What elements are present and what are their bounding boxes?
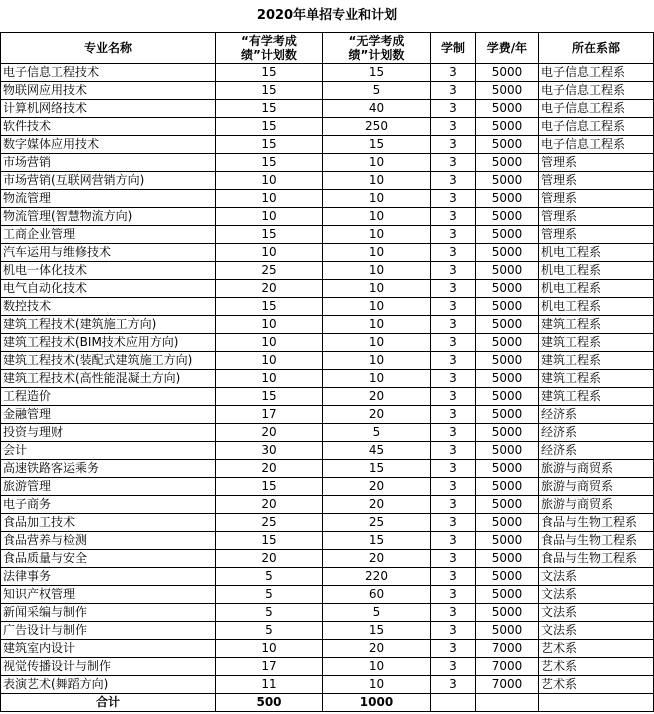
plan-with-score-cell: 10	[216, 370, 323, 388]
years-cell: 3	[431, 496, 476, 514]
plan-without-score-cell: 40	[323, 100, 431, 118]
plan-without-score-cell: 15	[323, 622, 431, 640]
major-cell: 汽车运用与维修技术	[1, 244, 216, 262]
tuition-cell: 7000	[476, 658, 539, 676]
major-cell: 数控技术	[1, 298, 216, 316]
plan-with-score-cell: 15	[216, 64, 323, 82]
tuition-cell: 5000	[476, 244, 539, 262]
department-cell: 机电工程系	[539, 298, 654, 316]
plan-without-score-cell: 15	[323, 136, 431, 154]
tuition-cell: 5000	[476, 352, 539, 370]
years-cell: 3	[431, 352, 476, 370]
department-cell: 电子信息工程系	[539, 100, 654, 118]
plan-without-score-cell: 10	[323, 190, 431, 208]
department-cell: 建筑工程系	[539, 334, 654, 352]
tuition-cell: 5000	[476, 586, 539, 604]
department-cell: 电子信息工程系	[539, 82, 654, 100]
plan-without-score-cell: 10	[323, 316, 431, 334]
department-cell: 经济系	[539, 442, 654, 460]
department-cell: 电子信息工程系	[539, 136, 654, 154]
department-cell: 建筑工程系	[539, 352, 654, 370]
total-label: 合计	[1, 694, 216, 712]
plan-without-score-cell: 10	[323, 244, 431, 262]
plan-without-score-cell: 20	[323, 406, 431, 424]
table-row	[1, 154, 654, 172]
department-cell: 机电工程系	[539, 244, 654, 262]
plan-with-score-cell: 20	[216, 550, 323, 568]
major-cell: 电气自动化技术	[1, 280, 216, 298]
table-row	[1, 172, 654, 190]
table-row	[1, 262, 654, 280]
department-cell: 建筑工程系	[539, 388, 654, 406]
table-row	[1, 388, 654, 406]
plan-without-score-cell: 5	[323, 424, 431, 442]
plan-with-score-cell: 20	[216, 460, 323, 478]
tuition-cell: 5000	[476, 532, 539, 550]
department-cell: 管理系	[539, 172, 654, 190]
table-row	[1, 676, 654, 694]
plan-with-score-cell: 5	[216, 622, 323, 640]
department-cell: 艺术系	[539, 658, 654, 676]
department-cell: 经济系	[539, 424, 654, 442]
total-with-score: 500	[216, 694, 323, 712]
tuition-cell: 5000	[476, 460, 539, 478]
major-cell: 数字媒体应用技术	[1, 136, 216, 154]
department-cell: 建筑工程系	[539, 316, 654, 334]
plan-with-score-cell: 10	[216, 352, 323, 370]
years-cell: 3	[431, 460, 476, 478]
tuition-cell: 7000	[476, 676, 539, 694]
plan-with-score-cell: 10	[216, 172, 323, 190]
years-cell: 3	[431, 370, 476, 388]
plan-with-score-cell: 10	[216, 244, 323, 262]
plan-without-score-cell: 10	[323, 226, 431, 244]
years-cell: 3	[431, 280, 476, 298]
major-cell: 物流管理	[1, 190, 216, 208]
plan-with-score-cell: 10	[216, 208, 323, 226]
plan-with-score-cell: 20	[216, 280, 323, 298]
major-cell: 金融管理	[1, 406, 216, 424]
major-cell: 食品营养与检测	[1, 532, 216, 550]
years-cell: 3	[431, 514, 476, 532]
department-cell: 机电工程系	[539, 280, 654, 298]
major-cell: 电子信息工程技术	[1, 64, 216, 82]
major-cell: 食品加工技术	[1, 514, 216, 532]
plan-with-score-cell: 15	[216, 82, 323, 100]
table-footer	[1, 694, 654, 712]
plan-with-score-cell: 5	[216, 568, 323, 586]
plan-with-score-cell: 10	[216, 190, 323, 208]
table-row	[1, 640, 654, 658]
years-cell: 3	[431, 640, 476, 658]
plan-without-score-cell: 10	[323, 154, 431, 172]
tuition-cell: 5000	[476, 136, 539, 154]
tuition-cell: 7000	[476, 640, 539, 658]
tuition-cell: 5000	[476, 298, 539, 316]
plan-without-score-cell: 15	[323, 64, 431, 82]
table-row	[1, 208, 654, 226]
plan-without-score-cell: 10	[323, 658, 431, 676]
department-cell: 旅游与商贸系	[539, 496, 654, 514]
plan-without-score-cell: 10	[323, 208, 431, 226]
plan-with-score-cell: 5	[216, 586, 323, 604]
plan-with-score-cell: 15	[216, 154, 323, 172]
years-cell: 3	[431, 190, 476, 208]
department-cell: 经济系	[539, 406, 654, 424]
table-row	[1, 658, 654, 676]
plan-without-score-cell: 10	[323, 298, 431, 316]
plan-with-score-cell: 15	[216, 136, 323, 154]
table-header	[1, 33, 654, 64]
major-cell: 广告设计与制作	[1, 622, 216, 640]
tuition-cell: 5000	[476, 514, 539, 532]
major-cell: 建筑室内设计	[1, 640, 216, 658]
department-cell: 建筑工程系	[539, 370, 654, 388]
plan-with-score-cell: 30	[216, 442, 323, 460]
department-cell: 文法系	[539, 604, 654, 622]
department-cell: 旅游与商贸系	[539, 478, 654, 496]
tuition-cell: 5000	[476, 568, 539, 586]
years-cell: 3	[431, 676, 476, 694]
plan-with-score-cell: 20	[216, 496, 323, 514]
plan-without-score-cell: 20	[323, 388, 431, 406]
tuition-cell: 5000	[476, 622, 539, 640]
department-cell: 旅游与商贸系	[539, 460, 654, 478]
plan-without-score-cell: 20	[323, 478, 431, 496]
tuition-cell: 5000	[476, 100, 539, 118]
years-cell: 3	[431, 424, 476, 442]
plan-with-score-cell: 17	[216, 658, 323, 676]
table-row	[1, 100, 654, 118]
plan-with-score-cell: 15	[216, 100, 323, 118]
header-major: 专业名称	[1, 33, 216, 64]
department-cell: 文法系	[539, 586, 654, 604]
major-cell: 法律事务	[1, 568, 216, 586]
tuition-cell: 5000	[476, 406, 539, 424]
table-row	[1, 424, 654, 442]
plan-with-score-cell: 10	[216, 316, 323, 334]
tuition-cell: 5000	[476, 118, 539, 136]
plan-with-score-cell: 15	[216, 226, 323, 244]
major-cell: 机电一体化技术	[1, 262, 216, 280]
department-cell: 管理系	[539, 154, 654, 172]
plan-without-score-cell: 10	[323, 352, 431, 370]
tuition-cell: 5000	[476, 262, 539, 280]
years-cell: 3	[431, 658, 476, 676]
department-cell: 机电工程系	[539, 262, 654, 280]
tuition-cell: 5000	[476, 388, 539, 406]
major-cell: 工程造价	[1, 388, 216, 406]
years-cell: 3	[431, 550, 476, 568]
tuition-cell: 5000	[476, 190, 539, 208]
table-row	[1, 460, 654, 478]
years-cell: 3	[431, 478, 476, 496]
header-tuition: 学费/年	[476, 33, 539, 64]
plan-with-score-cell: 17	[216, 406, 323, 424]
table-row	[1, 316, 654, 334]
plan-with-score-cell: 20	[216, 424, 323, 442]
tuition-cell: 5000	[476, 478, 539, 496]
years-cell: 3	[431, 244, 476, 262]
table-row	[1, 442, 654, 460]
tuition-cell: 5000	[476, 424, 539, 442]
plan-without-score-cell: 250	[323, 118, 431, 136]
department-cell: 食品与生物工程系	[539, 532, 654, 550]
major-cell: 表演艺术(舞蹈方向)	[1, 676, 216, 694]
table-row	[1, 82, 654, 100]
tuition-cell: 5000	[476, 280, 539, 298]
header-plan-with-score: “有学考成绩”计划数	[216, 33, 323, 64]
major-cell: 物联网应用技术	[1, 82, 216, 100]
major-cell: 建筑工程技术(高性能混凝土方向)	[1, 370, 216, 388]
years-cell: 3	[431, 208, 476, 226]
table-row	[1, 568, 654, 586]
plan-with-score-cell: 5	[216, 604, 323, 622]
major-cell: 会计	[1, 442, 216, 460]
major-cell: 物流管理(智慧物流方向)	[1, 208, 216, 226]
years-cell: 3	[431, 64, 476, 82]
years-cell: 3	[431, 154, 476, 172]
major-cell: 知识产权管理	[1, 586, 216, 604]
total-tuition-empty	[476, 694, 539, 712]
plan-without-score-cell: 15	[323, 532, 431, 550]
table-row	[1, 532, 654, 550]
plan-with-score-cell: 15	[216, 118, 323, 136]
years-cell: 3	[431, 388, 476, 406]
major-cell: 高速铁路客运乘务	[1, 460, 216, 478]
department-cell: 食品与生物工程系	[539, 514, 654, 532]
total-years-empty	[431, 694, 476, 712]
plan-without-score-cell: 10	[323, 262, 431, 280]
plan-without-score-cell: 45	[323, 442, 431, 460]
table-row	[1, 352, 654, 370]
table-row	[1, 604, 654, 622]
table-row	[1, 496, 654, 514]
plan-with-score-cell: 10	[216, 640, 323, 658]
tuition-cell: 5000	[476, 172, 539, 190]
major-cell: 软件技术	[1, 118, 216, 136]
major-cell: 视觉传播设计与制作	[1, 658, 216, 676]
table-body	[1, 64, 654, 694]
plan-with-score-cell: 25	[216, 514, 323, 532]
department-cell: 管理系	[539, 190, 654, 208]
major-cell: 建筑工程技术(装配式建筑施工方向)	[1, 352, 216, 370]
plan-with-score-cell: 15	[216, 478, 323, 496]
years-cell: 3	[431, 100, 476, 118]
table-row	[1, 334, 654, 352]
years-cell: 3	[431, 622, 476, 640]
years-cell: 3	[431, 568, 476, 586]
department-cell: 管理系	[539, 226, 654, 244]
plan-without-score-cell: 25	[323, 514, 431, 532]
plan-without-score-cell: 220	[323, 568, 431, 586]
major-cell: 建筑工程技术(建筑施工方向)	[1, 316, 216, 334]
years-cell: 3	[431, 298, 476, 316]
tuition-cell: 5000	[476, 550, 539, 568]
plan-without-score-cell: 10	[323, 280, 431, 298]
years-cell: 3	[431, 406, 476, 424]
plan-without-score-cell: 15	[323, 460, 431, 478]
plan-without-score-cell: 10	[323, 676, 431, 694]
years-cell: 3	[431, 172, 476, 190]
plan-without-score-cell: 60	[323, 586, 431, 604]
department-cell: 电子信息工程系	[539, 64, 654, 82]
years-cell: 3	[431, 316, 476, 334]
department-cell: 食品与生物工程系	[539, 550, 654, 568]
table-row	[1, 370, 654, 388]
plan-with-score-cell: 15	[216, 298, 323, 316]
tuition-cell: 5000	[476, 226, 539, 244]
enrollment-plan-table	[0, 32, 654, 712]
table-row	[1, 406, 654, 424]
tuition-cell: 5000	[476, 208, 539, 226]
years-cell: 3	[431, 262, 476, 280]
department-cell: 艺术系	[539, 676, 654, 694]
major-cell: 电子商务	[1, 496, 216, 514]
plan-with-score-cell: 15	[216, 532, 323, 550]
plan-with-score-cell: 11	[216, 676, 323, 694]
major-cell: 市场营销	[1, 154, 216, 172]
table-row	[1, 622, 654, 640]
tuition-cell: 5000	[476, 370, 539, 388]
plan-without-score-cell: 10	[323, 334, 431, 352]
tuition-cell: 5000	[476, 604, 539, 622]
header-plan-without-score: “无学考成绩”计划数	[323, 33, 431, 64]
table-row	[1, 550, 654, 568]
plan-with-score-cell: 25	[216, 262, 323, 280]
major-cell: 建筑工程技术(BIM技术应用方向)	[1, 334, 216, 352]
table-row	[1, 478, 654, 496]
years-cell: 3	[431, 136, 476, 154]
table-row	[1, 226, 654, 244]
major-cell: 新闻采编与制作	[1, 604, 216, 622]
years-cell: 3	[431, 604, 476, 622]
major-cell: 食品质量与安全	[1, 550, 216, 568]
table-row	[1, 118, 654, 136]
page-title: 2020年单招专业和计划	[256, 8, 398, 23]
total-dept-empty	[539, 694, 654, 712]
years-cell: 3	[431, 226, 476, 244]
table-row	[1, 244, 654, 262]
plan-with-score-cell: 10	[216, 334, 323, 352]
department-cell: 艺术系	[539, 640, 654, 658]
table-row	[1, 64, 654, 82]
major-cell: 投资与理财	[1, 424, 216, 442]
header-department: 所在系部	[539, 33, 654, 64]
table-row	[1, 586, 654, 604]
tuition-cell: 5000	[476, 442, 539, 460]
years-cell: 3	[431, 118, 476, 136]
tuition-cell: 5000	[476, 154, 539, 172]
plan-without-score-cell: 20	[323, 550, 431, 568]
major-cell: 市场营销(互联网营销方向)	[1, 172, 216, 190]
plan-without-score-cell: 20	[323, 496, 431, 514]
plan-without-score-cell: 20	[323, 640, 431, 658]
major-cell: 旅游管理	[1, 478, 216, 496]
table-row	[1, 514, 654, 532]
plan-without-score-cell: 5	[323, 82, 431, 100]
header-years: 学制	[431, 33, 476, 64]
major-cell: 工商企业管理	[1, 226, 216, 244]
major-cell: 计算机网络技术	[1, 100, 216, 118]
table-row	[1, 280, 654, 298]
tuition-cell: 5000	[476, 82, 539, 100]
table-row	[1, 298, 654, 316]
tuition-cell: 5000	[476, 334, 539, 352]
tuition-cell: 5000	[476, 496, 539, 514]
total-without-score: 1000	[323, 694, 431, 712]
years-cell: 3	[431, 532, 476, 550]
years-cell: 3	[431, 334, 476, 352]
plan-with-score-cell: 15	[216, 388, 323, 406]
table-row	[1, 190, 654, 208]
total-row	[1, 694, 654, 712]
table-row	[1, 136, 654, 154]
tuition-cell: 5000	[476, 316, 539, 334]
department-cell: 管理系	[539, 208, 654, 226]
plan-without-score-cell: 5	[323, 604, 431, 622]
plan-without-score-cell: 10	[323, 370, 431, 388]
plan-without-score-cell: 10	[323, 172, 431, 190]
department-cell: 文法系	[539, 568, 654, 586]
years-cell: 3	[431, 586, 476, 604]
department-cell: 文法系	[539, 622, 654, 640]
years-cell: 3	[431, 442, 476, 460]
tuition-cell: 5000	[476, 64, 539, 82]
years-cell: 3	[431, 82, 476, 100]
department-cell: 电子信息工程系	[539, 118, 654, 136]
